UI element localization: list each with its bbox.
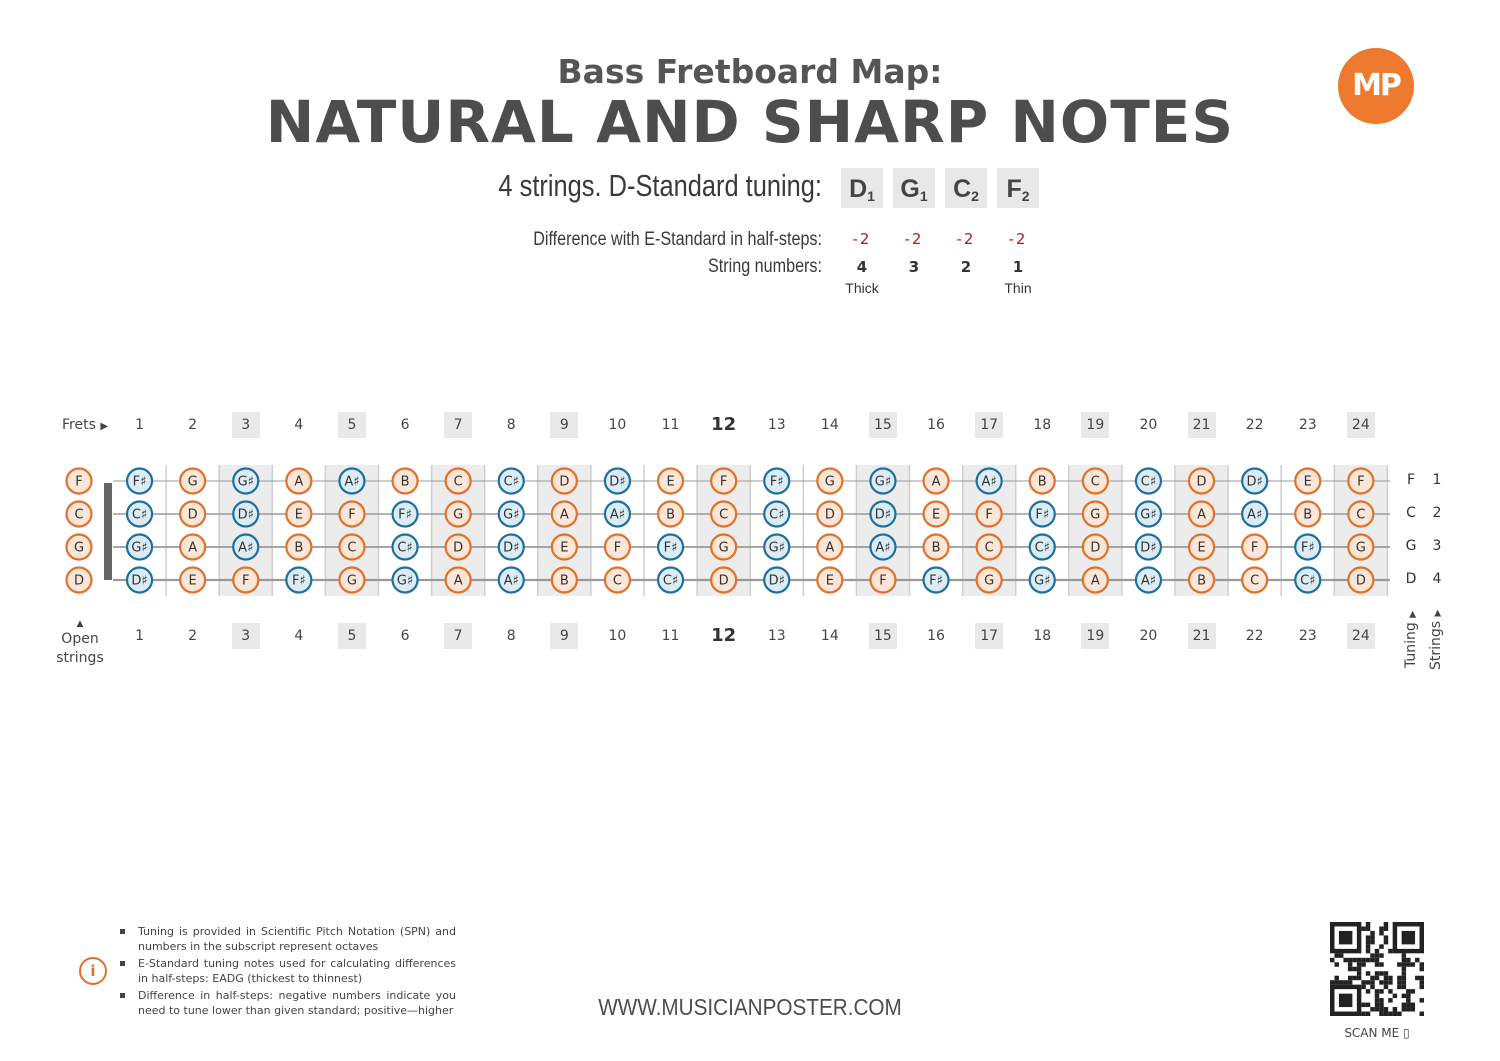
string-number-side: 3	[1432, 538, 1442, 554]
svg-text:C: C	[453, 474, 463, 490]
svg-text:B: B	[400, 474, 410, 490]
svg-text:C♯: C♯	[662, 573, 679, 589]
svg-text:A♯: A♯	[1140, 573, 1157, 589]
svg-text:B: B	[931, 540, 941, 556]
fret-number: 6	[400, 417, 410, 433]
natural-note	[977, 502, 1002, 527]
svg-text:F♯: F♯	[769, 474, 784, 490]
sharp-note	[393, 535, 418, 560]
natural-note	[180, 568, 205, 593]
natural-note	[817, 469, 842, 494]
tuning-note-4: $D_1$	[841, 168, 883, 208]
svg-text:G♯: G♯	[1034, 573, 1051, 589]
fret-number: 15	[869, 412, 897, 438]
fret-number: 16	[927, 628, 945, 644]
string-numbers-label: String numbers:	[707, 256, 822, 277]
string-tuning-note: D	[1405, 571, 1417, 587]
natural-note	[1242, 568, 1267, 593]
svg-text:A♯: A♯	[503, 573, 519, 589]
svg-text:A♯: A♯	[1247, 507, 1263, 523]
sharp-note	[605, 502, 630, 527]
string-number-side: 2	[1432, 505, 1442, 521]
fret-number: 22	[1245, 628, 1264, 644]
svg-text:E: E	[294, 507, 303, 523]
fret-number: 24	[1347, 623, 1375, 649]
natural-note	[446, 502, 471, 527]
svg-text:D: D	[718, 573, 729, 589]
svg-text:C: C	[612, 573, 622, 589]
natural-note	[924, 535, 949, 560]
fret-number: 3	[232, 623, 260, 649]
svg-text:B: B	[294, 540, 304, 556]
natural-note	[552, 568, 577, 593]
fret-number: 22	[1245, 417, 1264, 433]
sharp-note	[127, 535, 152, 560]
fret-number: 23	[1298, 417, 1317, 433]
sharp-note	[1030, 502, 1055, 527]
svg-text:C: C	[984, 540, 994, 556]
natural-note	[1348, 535, 1373, 560]
natural-note	[1295, 469, 1320, 494]
fret-number: 8	[506, 628, 516, 644]
info-icon: i	[79, 957, 107, 985]
sharp-note	[658, 535, 683, 560]
natural-note	[1348, 502, 1373, 527]
difference-value: -2	[852, 230, 872, 248]
sharp-note	[870, 469, 895, 494]
svg-text:D: D	[73, 573, 85, 589]
svg-text:F: F	[75, 474, 83, 490]
natural-note	[1083, 535, 1108, 560]
svg-text:C♯: C♯	[1140, 474, 1157, 490]
fret-number: 14	[820, 417, 839, 433]
sharp-note	[1136, 535, 1161, 560]
natural-note	[1295, 502, 1320, 527]
svg-text:E: E	[666, 474, 675, 490]
tuning-side-label: Tuning ▶	[1403, 610, 1419, 668]
string-tuning-note: C	[1406, 505, 1416, 521]
sharp-note	[924, 568, 949, 593]
info-item: Difference in half-steps: negative numbers indicate you need to tune lower than given standard; positive—higher	[120, 988, 456, 1018]
svg-text:C: C	[1250, 573, 1260, 589]
natural-note	[605, 568, 630, 593]
sharp-note	[233, 469, 258, 494]
fret-number: 18	[1033, 417, 1052, 433]
natural-note	[1348, 469, 1373, 494]
fret-number: 12	[711, 625, 737, 646]
svg-text:B: B	[1197, 573, 1207, 589]
fret-number: 4	[294, 417, 304, 433]
fret-number: 1	[135, 417, 144, 433]
string-number: 1	[1012, 258, 1024, 276]
tuning-note-3: $G_1$	[893, 168, 935, 208]
svg-text:D♯: D♯	[503, 540, 520, 556]
fret-number: 5	[338, 623, 366, 649]
svg-text:F♯: F♯	[398, 507, 412, 523]
svg-text:B: B	[1303, 507, 1313, 523]
fret-number: 15	[869, 623, 897, 649]
natural-note	[446, 568, 471, 593]
svg-text:F: F	[1357, 474, 1365, 490]
thick-label: Thick	[845, 280, 879, 296]
fret-number: 11	[661, 628, 680, 644]
svg-text:A: A	[931, 474, 941, 490]
svg-text:D: D	[187, 507, 198, 523]
sharp-note	[1295, 535, 1320, 560]
string-number: 3	[908, 258, 920, 276]
svg-text:C: C	[719, 507, 729, 523]
svg-text:A: A	[453, 573, 463, 589]
string-tuning-note: G	[1405, 538, 1417, 554]
svg-text:A♯: A♯	[238, 540, 254, 556]
tuning-note-1: $F_2$	[997, 168, 1039, 208]
svg-text:F♯: F♯	[663, 540, 678, 556]
natural-note	[446, 535, 471, 560]
natural-note	[286, 502, 311, 527]
svg-text:C♯: C♯	[503, 474, 519, 490]
fret-number: 3	[232, 412, 260, 438]
svg-text:E: E	[825, 573, 834, 589]
natural-note	[605, 535, 630, 560]
sharp-note	[233, 535, 258, 560]
svg-text:D: D	[559, 474, 570, 490]
svg-text:G♯: G♯	[396, 573, 414, 589]
natural-note	[552, 502, 577, 527]
svg-text:D: D	[824, 507, 835, 523]
svg-text:D♯: D♯	[1140, 540, 1157, 556]
svg-text:G♯: G♯	[874, 474, 892, 490]
sharp-note	[393, 502, 418, 527]
natural-note	[1242, 535, 1267, 560]
phone-icon: ▯	[1403, 1026, 1410, 1040]
natural-note	[1189, 502, 1214, 527]
svg-text:F: F	[719, 474, 728, 490]
sharp-note	[127, 469, 152, 494]
svg-text:A: A	[825, 540, 835, 556]
page-title: NATURAL AND SHARP NOTES	[265, 88, 1235, 156]
sharp-note	[870, 502, 895, 527]
fret-number: 5	[338, 412, 366, 438]
natural-note	[67, 502, 92, 527]
svg-text:F: F	[985, 507, 993, 523]
natural-note	[977, 568, 1002, 593]
svg-text:E: E	[931, 507, 941, 523]
svg-text:F♯: F♯	[1035, 507, 1050, 523]
sharp-note	[1136, 469, 1161, 494]
svg-text:G: G	[824, 474, 835, 490]
natural-note	[1083, 469, 1108, 494]
natural-note	[711, 535, 736, 560]
svg-text:C♯: C♯	[1034, 540, 1050, 556]
fret-number: 10	[608, 417, 627, 433]
sharp-note	[1295, 568, 1320, 593]
sharp-note	[286, 568, 311, 593]
natural-note	[286, 535, 311, 560]
svg-text:G: G	[187, 474, 198, 490]
natural-note	[658, 502, 683, 527]
svg-text:B: B	[1037, 474, 1047, 490]
svg-text:E: E	[1303, 474, 1312, 490]
svg-text:A♯: A♯	[875, 540, 891, 556]
natural-note	[339, 568, 364, 593]
natural-note	[180, 469, 205, 494]
string-number: 2	[960, 258, 972, 276]
sharp-note	[499, 568, 524, 593]
sharp-note	[393, 568, 418, 593]
svg-text:F: F	[348, 507, 356, 523]
svg-text:F: F	[1250, 540, 1259, 556]
sharp-note	[1136, 568, 1161, 593]
fret-number: 8	[506, 417, 516, 433]
natural-note	[552, 469, 577, 494]
svg-text:A: A	[559, 507, 569, 523]
svg-text:A: A	[188, 540, 198, 556]
sharp-note	[764, 502, 789, 527]
fret-number: 12	[711, 414, 737, 435]
fret-number: 4	[294, 628, 304, 644]
fret-number: 20	[1139, 417, 1158, 433]
svg-text:E: E	[188, 573, 197, 589]
sharp-note	[1242, 502, 1267, 527]
svg-text:A♯: A♯	[609, 507, 626, 523]
natural-note	[1189, 469, 1214, 494]
fret-number: 20	[1139, 628, 1158, 644]
natural-note	[1083, 502, 1108, 527]
footer-url-link[interactable]: WWW.MUSICIANPOSTER.COM	[598, 994, 902, 1020]
fret-number: 14	[820, 628, 839, 644]
natural-note	[1030, 469, 1055, 494]
sharp-note	[1030, 568, 1055, 593]
sharp-note	[1136, 502, 1161, 527]
natural-note	[711, 502, 736, 527]
fret-number: 23	[1298, 628, 1317, 644]
svg-text:C: C	[347, 540, 357, 556]
natural-note	[180, 502, 205, 527]
svg-text:D♯: D♯	[874, 507, 892, 523]
sharp-note	[764, 568, 789, 593]
fret-number: 19	[1081, 412, 1109, 438]
natural-note	[870, 568, 895, 593]
natural-note	[180, 535, 205, 560]
scan-me-label: SCAN ME ▯	[1344, 1026, 1410, 1040]
natural-note	[286, 469, 311, 494]
fret-number: 7	[444, 623, 472, 649]
svg-text:C♯: C♯	[1300, 573, 1316, 589]
nut	[104, 483, 112, 580]
sharp-note	[658, 568, 683, 593]
natural-note	[446, 469, 471, 494]
svg-text:A: A	[1197, 507, 1207, 523]
natural-note	[817, 502, 842, 527]
difference-label: Difference with E-Standard in half-steps:	[533, 229, 822, 250]
musicianposter-logo[interactable]: MP	[1338, 48, 1414, 124]
natural-note	[339, 502, 364, 527]
frets-label: Frets ▶	[62, 417, 109, 433]
info-item: Tuning is provided in Scientific Pitch Notation (SPN) and numbers in the subscript represent octaves	[120, 924, 456, 954]
strings-side-label: Strings ▶	[1428, 609, 1444, 670]
svg-text:D♯: D♯	[609, 474, 626, 490]
string-number: 4	[856, 258, 868, 276]
fret-number: 21	[1188, 623, 1216, 649]
triangle-right-icon: ▶	[100, 421, 109, 432]
qr-code[interactable]	[1330, 922, 1424, 1016]
natural-note	[1189, 535, 1214, 560]
fret-number: 6	[400, 628, 410, 644]
natural-note	[817, 568, 842, 593]
svg-text:G: G	[984, 573, 995, 589]
tuning-note-2: $C_2$	[945, 168, 987, 208]
svg-text:C♯: C♯	[397, 540, 413, 556]
svg-text:C♯: C♯	[131, 507, 148, 523]
svg-text:G: G	[1355, 540, 1366, 556]
sharp-note	[499, 469, 524, 494]
svg-text:G♯: G♯	[503, 507, 520, 523]
svg-text:D♯: D♯	[1246, 474, 1263, 490]
thin-label: Thin	[1004, 280, 1032, 296]
natural-note	[67, 568, 92, 593]
natural-note	[1348, 568, 1373, 593]
svg-text:C: C	[74, 507, 84, 523]
sharp-note	[499, 535, 524, 560]
svg-text:E: E	[1197, 540, 1206, 556]
svg-text:D: D	[453, 540, 464, 556]
svg-text:D♯: D♯	[768, 573, 785, 589]
fret-number: 7	[444, 412, 472, 438]
svg-text:D: D	[1355, 573, 1366, 589]
fret-number: 2	[188, 628, 198, 644]
natural-note	[1189, 568, 1214, 593]
sharp-note	[764, 469, 789, 494]
sharp-note	[605, 469, 630, 494]
sharp-note	[764, 535, 789, 560]
sharp-note	[870, 535, 895, 560]
natural-note	[67, 469, 92, 494]
sharp-note	[499, 502, 524, 527]
string-tuning-note: F	[1406, 472, 1416, 488]
triangle-up-icon: ▲	[76, 619, 84, 629]
fret-number: 21	[1188, 412, 1216, 438]
difference-value: -2	[956, 230, 976, 248]
svg-text:D♯: D♯	[237, 507, 254, 523]
fret-number: 1	[135, 628, 144, 644]
natural-note	[552, 535, 577, 560]
sharp-note	[127, 502, 152, 527]
fret-number: 16	[927, 417, 945, 433]
svg-text:G: G	[346, 573, 357, 589]
svg-text:E: E	[560, 540, 569, 556]
fret-number: 13	[767, 628, 786, 644]
fret-number: 24	[1347, 412, 1375, 438]
svg-text:F♯: F♯	[1300, 540, 1315, 556]
svg-text:G: G	[1090, 507, 1101, 523]
natural-note	[658, 469, 683, 494]
fret-number: 10	[608, 628, 627, 644]
sharp-note	[127, 568, 152, 593]
svg-text:A♯: A♯	[344, 474, 360, 490]
natural-note	[233, 568, 258, 593]
svg-text:F♯: F♯	[132, 474, 147, 490]
natural-note	[1083, 568, 1108, 593]
svg-text:G♯: G♯	[768, 540, 785, 556]
svg-text:G♯: G♯	[131, 540, 148, 556]
natural-note	[924, 469, 949, 494]
svg-text:B: B	[666, 507, 676, 523]
svg-text:C: C	[1090, 474, 1100, 490]
svg-text:A♯: A♯	[981, 474, 997, 490]
natural-note	[339, 535, 364, 560]
difference-value: -2	[904, 230, 924, 248]
sharp-note	[1030, 535, 1055, 560]
natural-note	[817, 535, 842, 560]
svg-text:F: F	[242, 573, 250, 589]
svg-text:F: F	[613, 540, 622, 556]
svg-text:G: G	[453, 507, 464, 523]
difference-value: -2	[1008, 230, 1028, 248]
svg-text:G: G	[718, 540, 729, 556]
fret-number: 17	[975, 412, 1003, 438]
natural-note	[924, 502, 949, 527]
open-strings-label: ▲ Open strings	[56, 619, 104, 666]
natural-note	[977, 535, 1002, 560]
string-number-side: 1	[1432, 472, 1442, 488]
fret-number: 11	[661, 417, 680, 433]
svg-text:F♯: F♯	[929, 573, 943, 589]
sharp-note	[1242, 469, 1267, 494]
sharp-note	[339, 469, 364, 494]
fret-number: 18	[1033, 628, 1052, 644]
string-number-side: 4	[1432, 571, 1442, 587]
svg-text:A: A	[1090, 573, 1100, 589]
sharp-note	[977, 469, 1002, 494]
fret-number: 13	[767, 417, 786, 433]
svg-text:G: G	[73, 540, 85, 556]
fret-number: 17	[975, 623, 1003, 649]
natural-note	[711, 469, 736, 494]
svg-text:G♯: G♯	[237, 474, 254, 490]
svg-text:D: D	[1090, 540, 1101, 556]
fret-number: 9	[550, 623, 578, 649]
svg-text:C♯: C♯	[769, 507, 785, 523]
svg-text:F♯: F♯	[291, 573, 306, 589]
fret-number: 9	[550, 412, 578, 438]
svg-text:D: D	[1196, 474, 1207, 490]
info-item: E-Standard tuning notes used for calculating differences in half-steps: EADG (thickest to thinnest)	[120, 956, 456, 986]
tuning-label: 4 strings. D-Standard tuning:	[498, 168, 822, 203]
svg-text:A: A	[294, 474, 304, 490]
svg-text:C: C	[1356, 507, 1366, 523]
natural-note	[393, 469, 418, 494]
natural-note	[711, 568, 736, 593]
svg-text:D♯: D♯	[131, 573, 148, 589]
sharp-note	[233, 502, 258, 527]
svg-text:B: B	[559, 573, 569, 589]
natural-note	[67, 535, 92, 560]
svg-text:F: F	[879, 573, 887, 589]
fret-number: 19	[1081, 623, 1109, 649]
page-subtitle: Bass Fretboard Map:	[557, 52, 943, 91]
fret-number: 2	[188, 417, 198, 433]
svg-text:G♯: G♯	[1140, 507, 1157, 523]
